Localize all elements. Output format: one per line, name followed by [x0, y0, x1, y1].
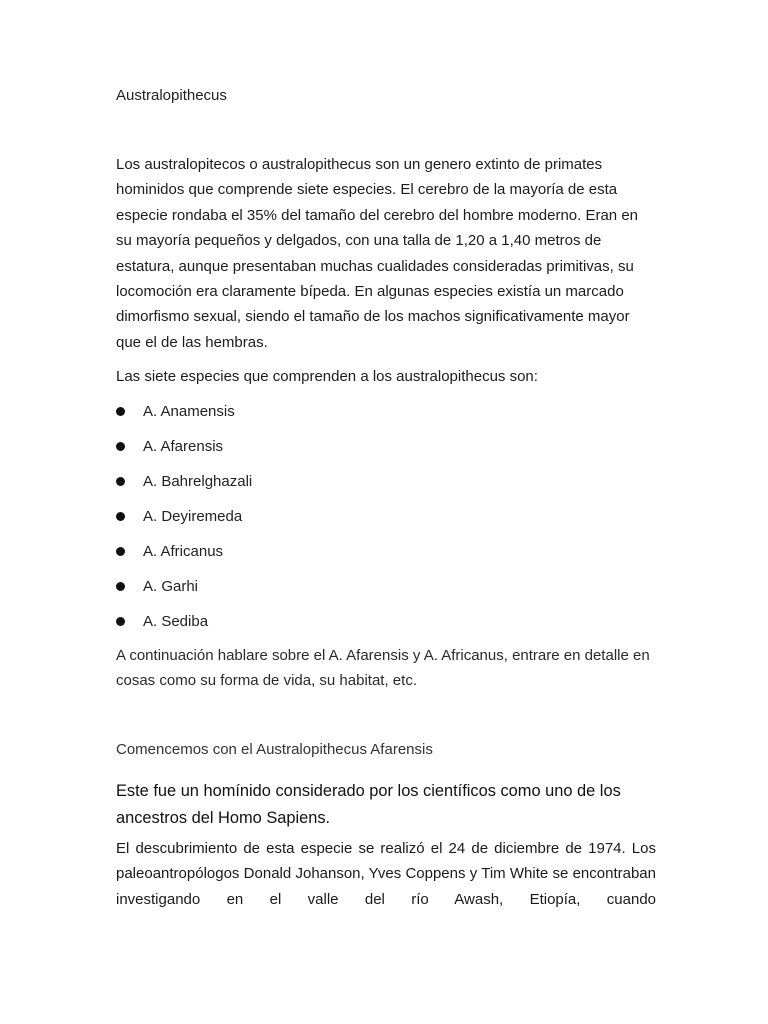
- species-name: A. Afarensis: [143, 438, 224, 455]
- section-subheading: Comencemos con el Australopithecus Afarensis: [116, 741, 433, 758]
- discovery-paragraph: El descubrimiento de esta especie se realizó el 24 de diciembre de 1974. Los paleoantropólogos Donald Johanson, Yves Coppens y Tim White se encontraban investigando en el valle del río Awash, Etiopía, cuando: [116, 840, 656, 908]
- bullet-icon: [116, 407, 125, 416]
- species-name: A. Anamensis: [143, 403, 235, 420]
- species-name: A. Africanus: [143, 543, 224, 560]
- species-name: A. Bahrelghazali: [143, 473, 253, 490]
- bullet-icon: [116, 617, 125, 626]
- bullet-icon: [116, 512, 125, 521]
- large-paragraph: Este fue un homínido considerado por los científicos como uno de los ancestros del Homo Sapiens.: [116, 782, 621, 827]
- document-title: Australopithecus: [116, 87, 227, 104]
- species-name: A. Sediba: [143, 613, 209, 630]
- bullet-icon: [116, 477, 125, 486]
- intro-paragraph: Los australopitecos o australopithecus son un genero extinto de primates hominidos que comprende siete especies. El cerebro de la mayoría de esta especie rondaba el 35% del tamaño del cerebro del hombre moderno. Eran en su mayoría pequeños y delgados, con una talla de 1,20 a 1,40 metros de estatura, aunque presentaban muchas cualidades consideradas primitivas, su locomoción era claramente bípeda. En algunas especies existía un marcado dimorfismo sexual, siendo el tamaño de los machos significativamente mayor que el de las hembras.: [116, 156, 638, 351]
- bullet-icon: [116, 582, 125, 591]
- species-intro-paragraph: Las siete especies que comprenden a los australopithecus son:: [116, 368, 538, 385]
- continuation-paragraph: A continuación hablare sobre el A. Afarensis y A. Africanus, entrare en detalle en cosas como su forma de vida, su habitat, etc.: [116, 647, 650, 690]
- species-name: A. Garhi: [143, 578, 199, 595]
- bullet-icon: [116, 442, 125, 451]
- bullet-icon: [116, 547, 125, 556]
- species-name: A. Deyiremeda: [143, 508, 243, 525]
